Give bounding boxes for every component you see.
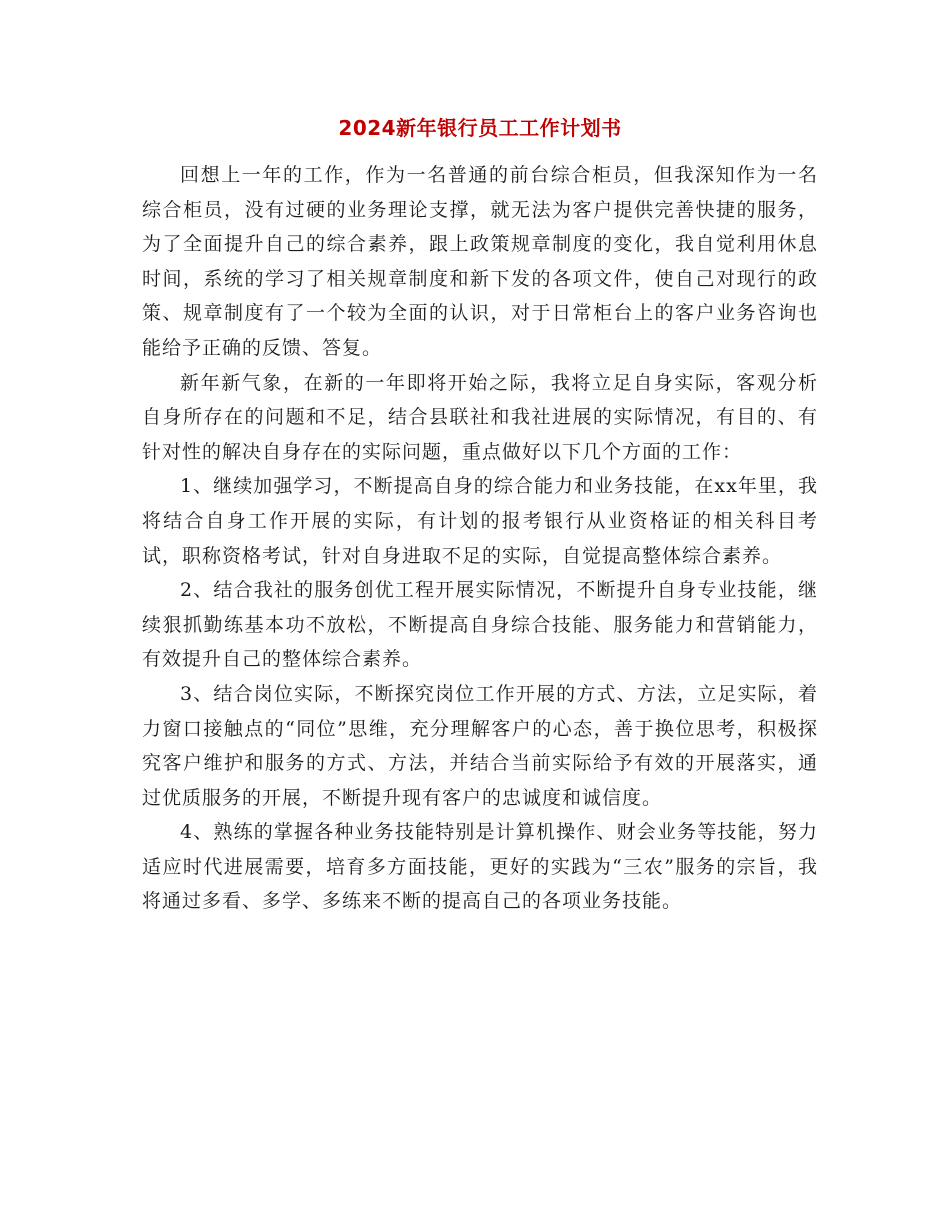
paragraph-item-3: 3、结合岗位实际，不断探究岗位工作开展的方式、方法，立足实际，着力窗口接触点的“同位”思维，充分理解客户的心态，善于换位思考，积极探究客户维护和服务的方式、方法，并结合当前实际给予有效的开展落实，通过优质服务的开展，不断提升现有客户的忠诚度和诚信度。	[142, 682, 818, 809]
paragraph-item-4: 4、熟练的掌握各种业务技能特别是计算机操作、财会业务等技能，努力适应时代进展需要，培育多方面技能，更好的实践为“三农”服务的宗旨，我将通过多看、多学、多练来不断的提高自己的各项业务技能。	[142, 821, 818, 913]
document-page	[142, 112, 818, 919]
paragraph-item-2: 2、结合我社的服务创优工程开展实际情况，不断提升自身专业技能，继续狠抓勤练基本功不放松，不断提高自身综合技能、服务能力和营销能力，有效提升自己的整体综合素养。	[142, 579, 818, 671]
paragraph-review: 回想上一年的工作，作为一名普通的前台综合柜员，但我深知作为一名综合柜员，没有过硬的业务理论支撑，就无法为客户提供完善快捷的服务，为了全面提升自己的综合素养，跟上政策规章制度的变化，我自觉利用休息时间，系统的学习了相关规章制度和新下发的各项文件，使自己对现行的政策、规章制度有了一个较为全面的认识，对于日常柜台上的客户业务咨询也能给予正确的反馈、答复。	[142, 164, 818, 359]
paragraph-new-year: 新年新气象，在新的一年即将开始之际，我将立足自身实际，客观分析自身所存在的问题和不足，结合县联社和我社进展的实际情况，有目的、有针对性的解决自身存在的实际问题，重点做好以下几个方面的工作：	[142, 371, 818, 463]
paragraph-item-1: 1、继续加强学习，不断提高自身的综合能力和业务技能，在xx年里，我将结合自身工作开展的实际，有计划的报考银行从业资格证的相关科目考试，职称资格考试，针对自身进取不足的实际，自觉提高整体综合素养。	[142, 475, 818, 567]
document-title: 2024新年银行员工工作计划书	[338, 116, 622, 140]
